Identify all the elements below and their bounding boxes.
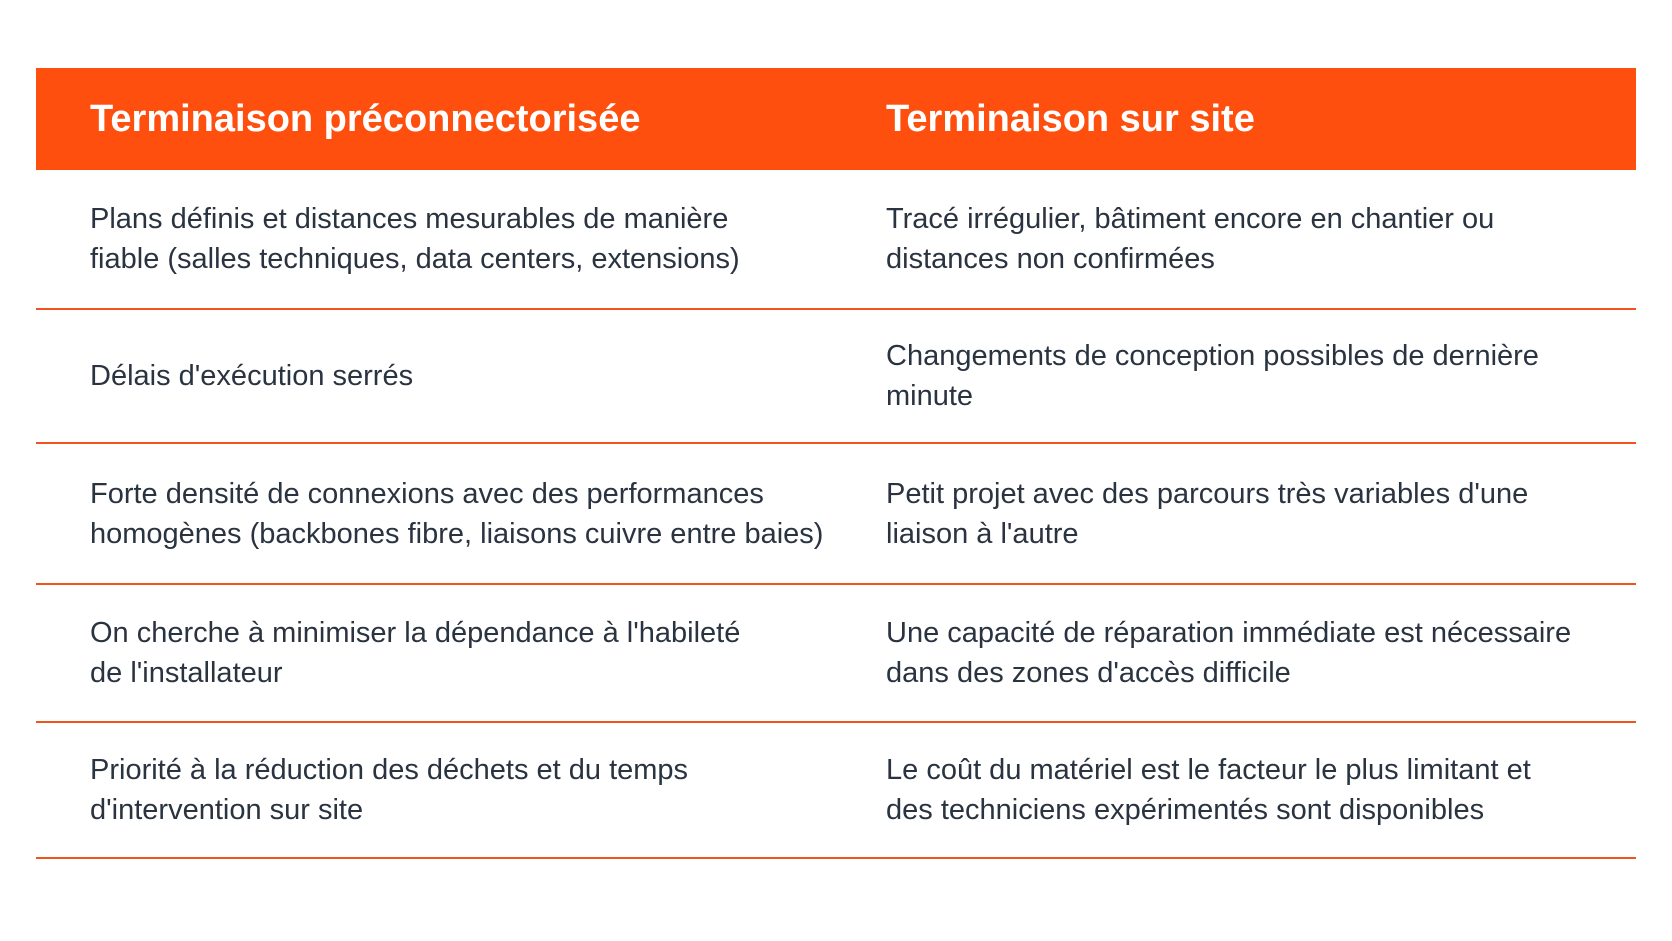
row-5-left bbox=[90, 750, 688, 830]
row-5-right-line-2: des techniciens expérimentés sont disponibles bbox=[886, 794, 1485, 826]
row-4-left-line-1: On cherche à minimiser la dépendance à l'habileté bbox=[90, 617, 741, 649]
row-2-left bbox=[90, 356, 413, 396]
row-1-right bbox=[886, 199, 1494, 279]
row-2-right-line-2: minute bbox=[886, 380, 974, 412]
row-3-left bbox=[90, 474, 823, 554]
row-1-left-line-1: Plans définis et distances mesurables de manière bbox=[90, 203, 729, 235]
row-2-right bbox=[886, 336, 1539, 416]
header-onsite: Terminaison sur site bbox=[886, 98, 1255, 140]
row-4-left bbox=[90, 613, 740, 693]
row-1-left bbox=[90, 199, 740, 279]
row-5-left-line-2: d'intervention sur site bbox=[90, 794, 364, 826]
row-1-right-line-2: distances non confirmées bbox=[886, 243, 1215, 275]
row-3-right-line-1: Petit projet avec des parcours très variables d'une bbox=[886, 477, 1529, 510]
header-preconnectorized: Terminaison préconnectorisée bbox=[90, 98, 641, 140]
table-row bbox=[36, 585, 1636, 723]
row-5-left-line-1: Priorité à la réduction des déchets et du temps bbox=[90, 754, 689, 786]
table-row bbox=[36, 170, 1636, 310]
row-3-right-line-2: liaison à l'autre bbox=[886, 517, 1079, 550]
row-5-right-line-1: Le coût du matériel est le facteur le plus limitant et bbox=[886, 754, 1531, 786]
row-4-right-line-2: dans des zones d'accès difficile bbox=[886, 657, 1291, 689]
row-3-left-line-1: Forte densité de connexions avec des performances bbox=[90, 477, 764, 510]
table-row bbox=[36, 723, 1636, 859]
row-4-left-line-2: de l'installateur bbox=[90, 657, 283, 689]
row-1-right-line-1: Tracé irrégulier, bâtiment encore en chantier ou bbox=[886, 203, 1495, 235]
table-header bbox=[36, 68, 1636, 170]
table-row bbox=[36, 310, 1636, 444]
row-1-left-line-2: fiable (salles techniques, data centers, extensions) bbox=[90, 243, 740, 275]
table-row bbox=[36, 444, 1636, 585]
comparison-table bbox=[36, 68, 1636, 859]
row-4-right bbox=[886, 613, 1571, 693]
row-2-right-line-1: Changements de conception possibles de dernière bbox=[886, 340, 1539, 372]
row-3-left-line-2: homogènes (backbones fibre, liaisons cuivre entre baies) bbox=[90, 517, 824, 550]
row-5-right bbox=[886, 750, 1531, 830]
row-2-left-line-1: Délais d'exécution serrés bbox=[90, 360, 414, 392]
row-4-right-line-1: Une capacité de réparation immédiate est nécessaire bbox=[886, 617, 1572, 649]
row-3-right bbox=[886, 474, 1528, 554]
